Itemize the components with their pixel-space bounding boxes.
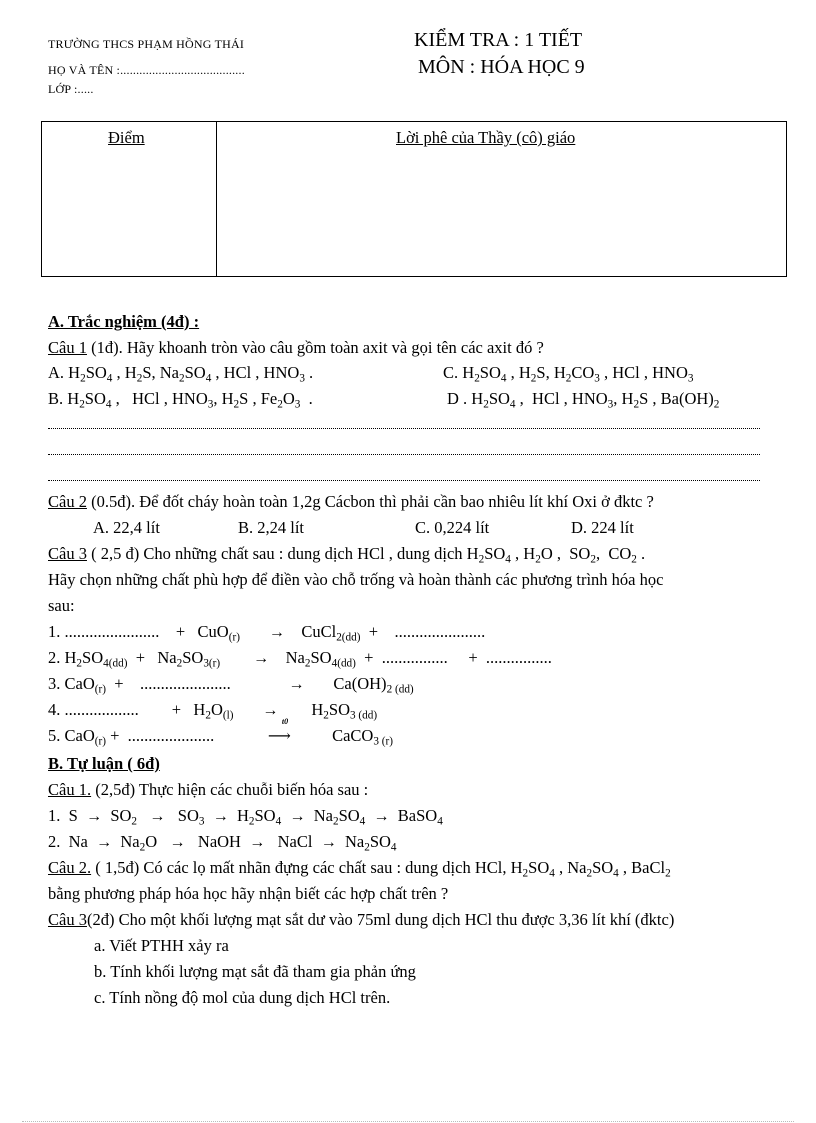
grade-box <box>41 121 787 277</box>
q1-option-d: D . $H_2SO_4$ , HCl , $HNO_3$, $H_2S$ , $Ba(OH)_2$ <box>447 389 720 411</box>
question-b3: Câu 3(2đ) Cho một khối lượng mạt sắt dư vào 75ml dung dịch HCl thu được 3,36 lít khí (đktc) <box>48 910 675 929</box>
heated-arrow: t0 ⟶ <box>267 717 291 745</box>
question-label: Câu 1 <box>48 338 87 357</box>
student-name-field: HỌ VÀ TÊN :....................................... <box>48 63 245 77</box>
answer-line <box>48 454 760 455</box>
teacher-comment-label: Lời phê của Thầy (cô) giáo <box>396 128 576 147</box>
q1-option-c: C. $H_2SO_4$ , $H_2S$, $H_2CO_3$ , HCl , $HNO_3$ <box>443 363 694 385</box>
grade-box-divider <box>216 122 217 276</box>
q-b3-part-a: a. Viết PTHH xảy ra <box>94 936 229 955</box>
score-label: Điểm <box>108 128 145 147</box>
q3-line-2: Hãy chọn những chất phù hợp để điền vào chỗ trống và hoàn thành các phương trình hóa học <box>48 570 664 589</box>
chain-2: 2. $Na \to Na_2O$ → NaOH → NaCl → $Na_2SO_4$ <box>48 832 397 854</box>
section-a-title: A. Trắc nghiệm (4đ) : <box>48 312 200 331</box>
q2-option-b: B. 2,24 lít <box>238 518 305 537</box>
q-b3-part-b: b. Tính khối lượng mạt sắt đã tham gia phản ứng <box>94 962 416 981</box>
q1-option-b: B. $H_2SO_4$ , HCl , $HNO_3$, $H_2S$ , $Fe_2O_3$ . <box>48 389 313 411</box>
section-b-title: B. Tự luận ( 6đ) <box>48 754 160 773</box>
q-b3-part-c: c. Tính nồng độ mol của dung dịch HCl trên. <box>94 988 391 1007</box>
q-b2-line-2: bằng phương pháp hóa học hãy nhận biết các hợp chất trên ? <box>48 884 449 903</box>
q3-line-3: sau: <box>48 596 75 615</box>
equation-3: 3. CaO$_{(r)}$ + ...................... → $Ca(OH)_{2 (dd)}$ <box>48 674 414 696</box>
q2-option-d: D. 224 lít <box>571 518 634 537</box>
page-bottom-border <box>22 1121 794 1122</box>
question-a3: Câu 3 ( 2,5 đ) Cho những chất sau : dung dịch HCl , dung dịch $H_2SO_4$ , $H_2O$ , $SO_2$, $CO_2$ . <box>48 544 646 566</box>
subject-title: MÔN : HÓA HỌC 9 <box>418 56 585 78</box>
question-b2: Câu 2. ( 1,5đ) Có các lọ mất nhãn đựng các chất sau : dung dịch HCl, $H_2SO_4$ , $Na_2SO_4$ , BaCl$_2$ <box>48 858 671 880</box>
question-text: (1đ). Hãy khoanh tròn vào câu gồm toàn axit và gọi tên các axit đó ? <box>86 338 544 357</box>
answer-line <box>48 480 760 481</box>
q1-option-a: A. $H_2SO_4$ , $H_2S$, $Na_2SO_4$ , HCl , $HNO_3$ . <box>48 363 314 385</box>
equation-1: 1. ....................... + CuO$_{(r)}$ → CuCl$_{2(dd)}$ + ...................... <box>48 622 486 644</box>
exam-title: KIỂM TRA : 1 TIẾT <box>414 29 583 51</box>
question-b1: Câu 1. (2,5đ) Thực hiện các chuỗi biến hóa sau : <box>48 780 369 799</box>
chain-1: 1. $S \to SO_2$ → $SO_3 \to H_2SO_4 \to Na_2SO_4$ → BaSO$_4$ <box>48 806 443 828</box>
class-field: LỚP :..... <box>48 82 94 96</box>
answer-line <box>48 428 760 429</box>
q2-option-c: C. 0,224 lít <box>415 518 490 537</box>
q2-option-a: A. 22,4 lít <box>93 518 160 537</box>
question-a1 <box>48 338 544 358</box>
equation-4: 4. .................. + $H_2O_{(l)}$ → $H_2SO_{3 (dd)}$ <box>48 700 378 722</box>
question-a2: Câu 2 (0.5đ). Để đốt cháy hoàn toàn 1,2g Cácbon thì phải cần bao nhiêu lít khí Oxi ở đktc ? <box>48 492 654 511</box>
equation-5: 5. CaO$_{(r)}$ + ..................... t0 ⟶ CaCO$_{3 (r)}$ <box>48 717 393 748</box>
equation-2: 2. $H_2SO_{4(dd)} + Na_2SO_{3(r)}$ → $Na_2SO_{4(dd)}$ + ................ + ................ <box>48 648 552 670</box>
school-name: TRƯỜNG THCS PHẠM HỒNG THÁI <box>48 37 245 51</box>
